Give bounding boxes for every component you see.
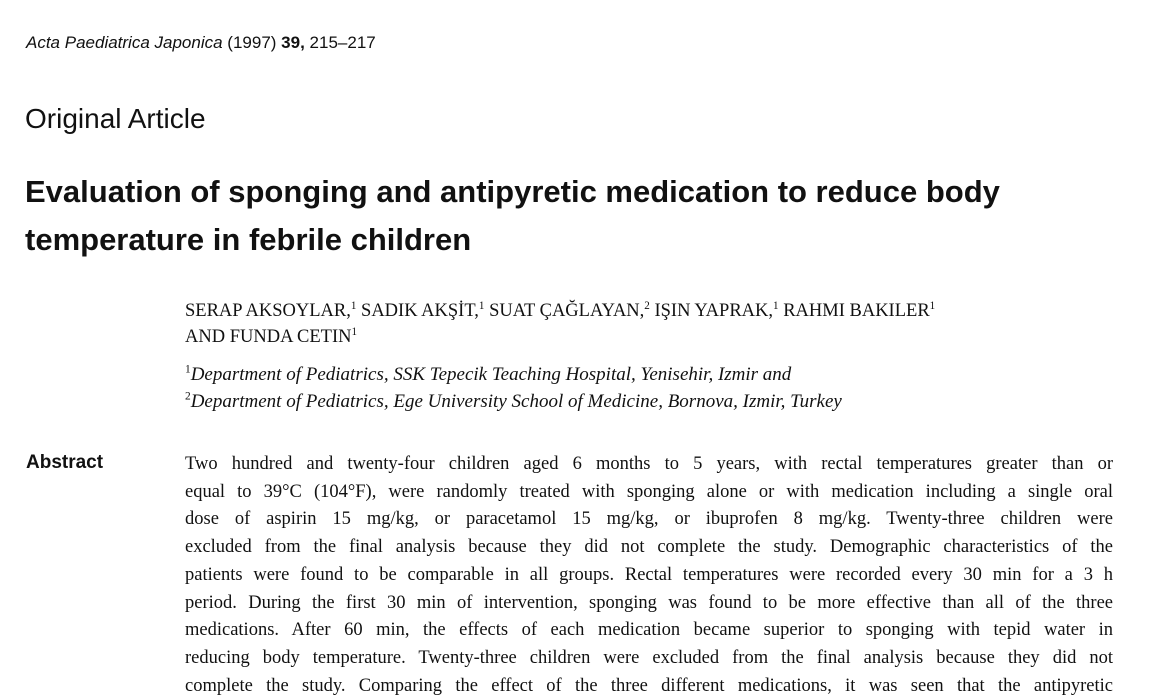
affiliation-mark: 2 bbox=[644, 299, 650, 312]
citation-volume: 39, bbox=[281, 33, 305, 52]
journal-name: Acta Paediatrica Japonica bbox=[26, 33, 223, 52]
abstract-line: medications. After 60 min, the effects of each medication became superior to sponging with tepid water in bbox=[185, 620, 1113, 641]
affiliation-line bbox=[185, 361, 1125, 388]
affiliation-mark: 1 bbox=[929, 299, 936, 312]
affiliation-text: Department of Pediatrics, SSK Tepecik Teaching Hospital, Yenisehir, Izmir and bbox=[190, 364, 792, 385]
abstract-line: dose of aspirin 15 mg/kg, or paracetamol 15 mg/kg, or ibuprofen 8 mg/kg. Twenty-three children were bbox=[185, 509, 1113, 530]
article-type: Original Article bbox=[25, 103, 206, 134]
affiliation-text: Department of Pediatrics, Ege University School of Medicine, Bornova, Izmir, Turkey bbox=[190, 391, 842, 412]
article-title: Evaluation of sponging and antipyretic medication to reduce body temperature in febrile children bbox=[25, 174, 1000, 257]
abstract-line: patients were found to be comparable in all groups. Rectal temperatures were recorded every 30 min for a 3 h bbox=[185, 564, 1113, 585]
affiliation-mark: 1 bbox=[478, 299, 485, 312]
affiliation-list bbox=[185, 361, 1125, 415]
author-name: SADIK AKŞİT, bbox=[361, 301, 479, 321]
abstract-line: complete the study. Comparing the effect of the three different medications, it was seen that the antipyretic bbox=[185, 675, 1113, 696]
author-list bbox=[185, 298, 1125, 350]
author-name: SERAP AKSOYLAR, bbox=[185, 301, 351, 321]
abstract-text bbox=[185, 451, 1113, 700]
journal-citation bbox=[26, 33, 376, 53]
abstract-line: excluded from the final analysis because they did not complete the study. Demographic characteristics of the bbox=[185, 537, 1113, 558]
citation-pages: 215–217 bbox=[309, 33, 376, 52]
author-name: AND FUNDA CETIN bbox=[185, 327, 352, 347]
abstract-line: equal to 39°C (104°F), were randomly treated with sponging alone or with medication including a single oral bbox=[185, 481, 1113, 502]
affiliation-line bbox=[185, 388, 1125, 415]
abstract-line: reducing body temperature. Twenty-three children were excluded from the final analysis because they did not bbox=[185, 647, 1113, 668]
author-name: IŞIN YAPRAK, bbox=[654, 301, 774, 321]
affiliation-mark: 2 bbox=[185, 390, 191, 403]
abstract-heading: Abstract bbox=[26, 452, 104, 473]
affiliation-mark: 1 bbox=[351, 325, 358, 338]
author-name: RAHMI BAKILER bbox=[783, 301, 930, 321]
affiliation-mark: 1 bbox=[185, 363, 191, 376]
affiliation-mark: 1 bbox=[773, 299, 779, 312]
author-name: SUAT ÇAĞLAYAN, bbox=[489, 301, 645, 321]
affiliation-mark: 1 bbox=[350, 299, 357, 312]
citation-year: (1997) bbox=[227, 33, 277, 52]
abstract-line: period. During the first 30 min of intervention, sponging was found to be more effective than all of the three bbox=[185, 592, 1113, 613]
abstract-line: Two hundred and twenty-four children aged 6 months to 5 years, with rectal temperatures greater than or bbox=[185, 454, 1113, 474]
